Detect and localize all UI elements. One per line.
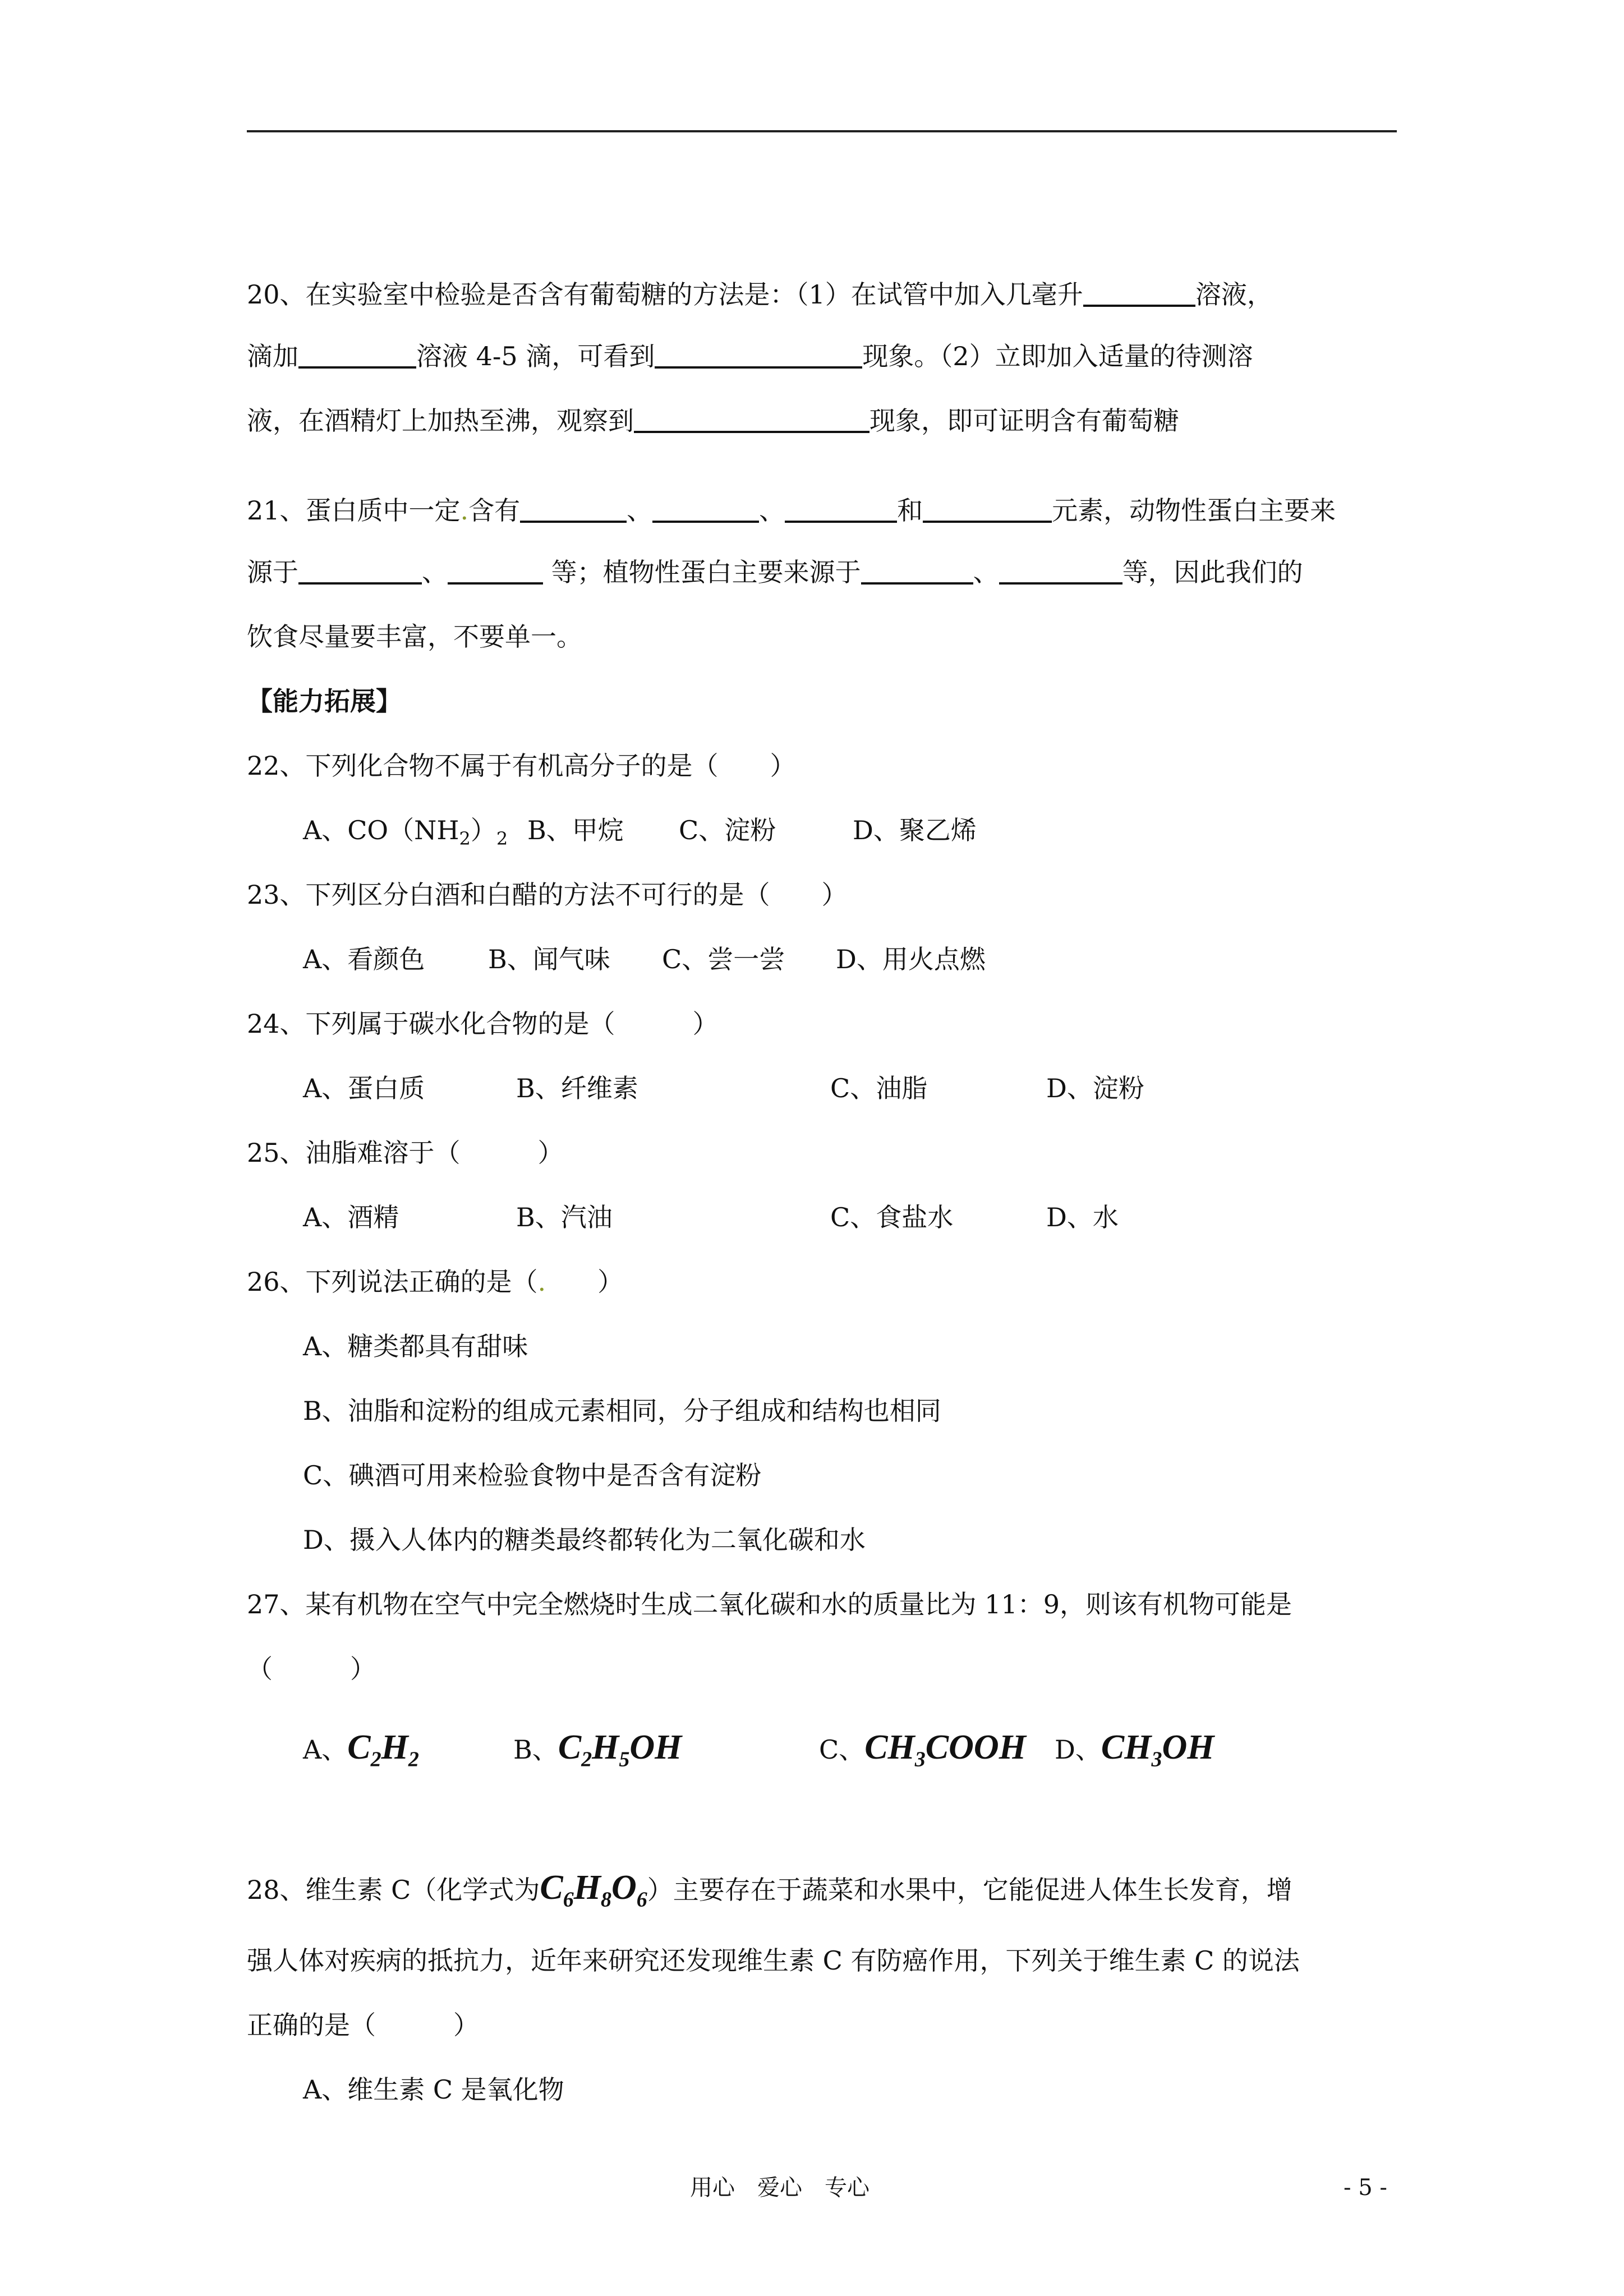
q20-line-2: 滴加 溶液 4-5 滴，可看到 现象。（2）立即加入适量的待测溶 [247, 341, 1253, 371]
q25-option-d[interactable]: D、水 [1046, 1202, 1119, 1232]
q21-line-3: 饮食尽量要丰富，不要单一。 [247, 622, 582, 652]
q26-option-b[interactable]: B、油脂和淀粉的组成元素相同，分子组成和结构也相同 [303, 1396, 941, 1426]
q27-stem-line-1: 27、某有机物在空气中完全燃烧时生成二氧化碳和水的质量比为 11：9，则该有机物可能是 [247, 1589, 1292, 1619]
footer-motto: 用心 爱心 专心 [690, 2175, 869, 2201]
blank [1083, 279, 1195, 307]
blank [298, 556, 422, 585]
q27-option-c[interactable]: C、$CH_3COOH$ [819, 1728, 1026, 1772]
q24-option-d[interactable]: D、淀粉 [1046, 1073, 1144, 1103]
q23-option-d[interactable]: D、用火点燃 [836, 944, 986, 974]
q22-option-c[interactable]: C、淀粉 [679, 815, 776, 845]
q21-line-1: 21、蛋白质中一定.含有 、 、 和 元素，动物性蛋白主要来 [247, 495, 1336, 526]
section-title: 【能力拓展】 [247, 686, 402, 716]
q27-option-d[interactable]: D、$CH_3OH$ [1055, 1728, 1214, 1772]
q24-option-c[interactable]: C、油脂 [830, 1073, 928, 1103]
q24-option-b[interactable]: B、纤维素 [516, 1073, 638, 1103]
q28-line-3: 正确的是（ ） [247, 2010, 479, 2040]
q23-options [303, 942, 986, 976]
blank [655, 341, 862, 369]
q23-option-b[interactable]: B、闻气味 [488, 944, 610, 974]
q25-stem: 25、油脂难溶于（ ） [247, 1138, 564, 1168]
blank [923, 495, 1052, 523]
q22-options [303, 813, 977, 855]
q28-line-1: 28、维生素 C（化学式为$C_6H_8O_6$）主要存在于蔬菜和水果中，它能促进人体生长发育，增 [247, 1869, 1292, 1912]
blank [634, 405, 869, 433]
q28-line-2: 强人体对疾病的抵抗力，近年来研究还发现维生素 C 有防癌作用，下列关于维生素 C 的说法 [247, 1945, 1300, 1976]
q24-options [303, 1071, 1144, 1105]
blank [861, 556, 973, 585]
q22-stem: 22、下列化合物不属于有机高分子的是（ ） [247, 751, 796, 781]
q23-option-a[interactable]: A、看颜色 [303, 944, 425, 974]
q27-option-a[interactable]: A、$C_2H_2$ [303, 1728, 419, 1772]
q22-option-a[interactable]: A、$CO(NH_2)_2$ [303, 815, 508, 849]
page-number: - 5 - [1344, 2175, 1387, 2201]
q22-option-b[interactable]: B、甲烷 [527, 815, 624, 845]
q20-line-1: 20、在实验室中检验是否含有葡萄糖的方法是：（1）在试管中加入几毫升 溶液， [247, 279, 1273, 310]
q25-option-b[interactable]: B、汽油 [516, 1202, 613, 1232]
q27-stem-line-2: （ ） [247, 1654, 376, 1684]
q26-stem: 26、下列说法正确的是（. ） [247, 1267, 624, 1297]
blank [298, 341, 416, 369]
blank [999, 556, 1122, 585]
formula-ch3cooh: $CH_3COOH$ [864, 1728, 1026, 1772]
q26-option-d[interactable]: D、摄入人体内的糖类最终都转化为二氧化碳和水 [303, 1525, 866, 1555]
q26-option-c[interactable]: C、碘酒可用来检验食物中是否含有淀粉 [303, 1460, 762, 1490]
q20-line-3: 液，在酒精灯上加热至沸，观察到 现象，即可证明含有葡萄糖 [247, 406, 1179, 436]
q24-option-a[interactable]: A、蛋白质 [303, 1073, 425, 1103]
q21-line-2: 源于 、 等；植物性蛋白主要来源于 、 等，因此我们的 [247, 557, 1303, 587]
formula-ch3oh: $CH_3OH$ [1101, 1728, 1214, 1772]
blank [448, 556, 543, 585]
q27-options [303, 1725, 1214, 1782]
formula-c2h2: $C_2H_2$ [347, 1728, 419, 1772]
formula-c2h5oh: $C_2H_5OH$ [558, 1728, 682, 1772]
q24-stem: 24、下列属于碳水化合物的是（ ） [247, 1009, 719, 1039]
blank [652, 495, 759, 523]
q27-option-b[interactable]: B、$C_2H_5OH$ [513, 1728, 682, 1772]
q28-option-a[interactable]: A、维生素 C 是氧化物 [303, 2074, 564, 2105]
q26-option-a[interactable]: A、糖类都具有甜味 [303, 1331, 528, 1361]
q23-stem: 23、下列区分白酒和白醋的方法不可行的是（ ） [247, 880, 848, 910]
q25-option-c[interactable]: C、食盐水 [830, 1202, 954, 1232]
q23-option-c[interactable]: C、尝一尝 [662, 944, 785, 974]
blank [785, 495, 897, 523]
q25-options [303, 1200, 1119, 1234]
q22-option-d[interactable]: D、聚乙烯 [853, 815, 977, 845]
formula-c6h8o6: $C_6H_8O_6$ [540, 1869, 647, 1912]
header-rule [247, 130, 1397, 132]
blank [520, 495, 627, 523]
q25-option-a[interactable]: A、酒精 [303, 1202, 399, 1232]
